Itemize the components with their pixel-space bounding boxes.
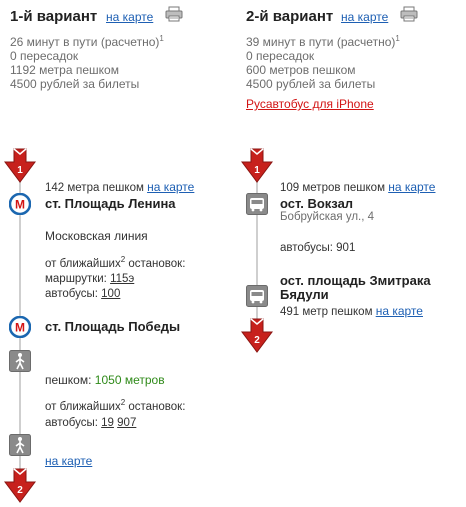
- pedestrian-icon: [9, 350, 31, 372]
- end-number: 2: [254, 335, 260, 346]
- walk-map-link[interactable]: на карте: [388, 180, 436, 194]
- start-number: 1: [254, 165, 260, 176]
- variant1-price: 4500 рублей за билеты: [10, 77, 140, 91]
- buses-label: автобусы:: [45, 288, 98, 300]
- bus-901: 901: [336, 242, 356, 254]
- marshrutki-label: маршрутки:: [45, 273, 107, 285]
- pedestrian-icon: [9, 434, 31, 456]
- nearest-stops-2: [45, 398, 186, 413]
- variant2-transfers: 0 пересадок: [246, 49, 315, 63]
- footnote-mark: 1: [159, 34, 164, 43]
- walk-label: пешком:: [45, 373, 92, 387]
- duration-text: 26 минут в пути (расчетно): [10, 35, 160, 49]
- variant2-duration: [246, 36, 400, 49]
- nearest-tail: остановок:: [125, 258, 186, 270]
- svg-text:M: M: [15, 320, 25, 335]
- buses-label: автобусы:: [45, 417, 98, 429]
- variant1-duration: [10, 36, 164, 49]
- nearest-text: от ближайших: [45, 258, 121, 270]
- start-number: 1: [17, 165, 23, 176]
- metro-line-name: Московская линия: [45, 229, 148, 243]
- rusavtobus-iphone-link[interactable]: Русавтобус для iPhone: [246, 97, 374, 111]
- bus-100-link[interactable]: 100: [101, 288, 121, 300]
- footnote-mark: 2: [120, 255, 126, 265]
- stop-address: Бобруйская ул., 4: [280, 211, 375, 223]
- bus-907-link[interactable]: 907: [117, 417, 137, 429]
- marshrutki-row: [45, 273, 134, 285]
- bus-icon: [246, 285, 268, 307]
- walk-map-link[interactable]: на карте: [147, 180, 195, 194]
- final-map-link[interactable]: на карте: [45, 454, 93, 468]
- start-arrow-icon: [240, 148, 274, 184]
- walk-text: 142 метра пешком: [45, 182, 144, 194]
- route1-walk1: [45, 180, 194, 194]
- variant2-map-link[interactable]: на карте: [341, 10, 389, 24]
- route2-walk2: [280, 304, 423, 318]
- walk-distance: 1050 метров: [94, 373, 165, 387]
- stop-ploshchad-zmitraka-byaduli: ост. площадь Змитрака Бядули: [280, 273, 431, 302]
- bus-icon: [246, 193, 268, 215]
- svg-text:M: M: [15, 197, 25, 212]
- variant1-transfers: 0 пересадок: [10, 49, 79, 63]
- metro-icon: [9, 316, 31, 338]
- duration-text: 39 минут в пути (расчетно): [246, 35, 396, 49]
- nearest-text: от ближайших: [45, 401, 121, 413]
- end-arrow-icon: [3, 468, 37, 504]
- variant2-walk: 600 метров пешком: [246, 63, 356, 77]
- printer-icon[interactable]: [400, 6, 418, 22]
- nearest-tail: остановок:: [125, 401, 186, 413]
- variant1-map-link[interactable]: на карте: [106, 10, 154, 24]
- metro-icon: [9, 193, 31, 215]
- buses-label: автобусы:: [280, 242, 333, 254]
- marshrutka-115e-link[interactable]: 115э: [110, 273, 135, 285]
- buses-row-2: [45, 417, 136, 429]
- buses-row-1: [45, 288, 120, 300]
- end-number: 2: [17, 485, 23, 496]
- stop-ploshchad-lenina: ст. Площадь Ленина: [45, 196, 176, 211]
- nearest-stops-1: [45, 255, 186, 270]
- end-arrow-icon: [240, 318, 274, 354]
- variant1-walk: 1192 метра пешком: [10, 63, 119, 77]
- route2-walk1: [280, 180, 435, 194]
- bus-19-link[interactable]: 19: [101, 417, 114, 429]
- footnote-mark: 2: [120, 398, 126, 408]
- walk-text: 491 метр пешком: [280, 306, 373, 318]
- variant2-title: 2-й вариант: [246, 8, 334, 25]
- walk-row: [45, 373, 165, 387]
- stop-ploshchad-pobedy: ст. Площадь Победы: [45, 319, 181, 334]
- buses-row-v2: [280, 242, 355, 254]
- stop-vokzal: ост. Вокзал: [280, 196, 354, 211]
- printer-icon[interactable]: [165, 6, 183, 22]
- walk-map-link[interactable]: на карте: [375, 304, 423, 318]
- walk-text: 109 метров пешком: [280, 182, 385, 194]
- footnote-mark: 1: [395, 34, 400, 43]
- variant1-title: 1-й вариант: [10, 8, 98, 25]
- start-arrow-icon: [3, 148, 37, 184]
- variant2-price: 4500 рублей за билеты: [246, 77, 376, 91]
